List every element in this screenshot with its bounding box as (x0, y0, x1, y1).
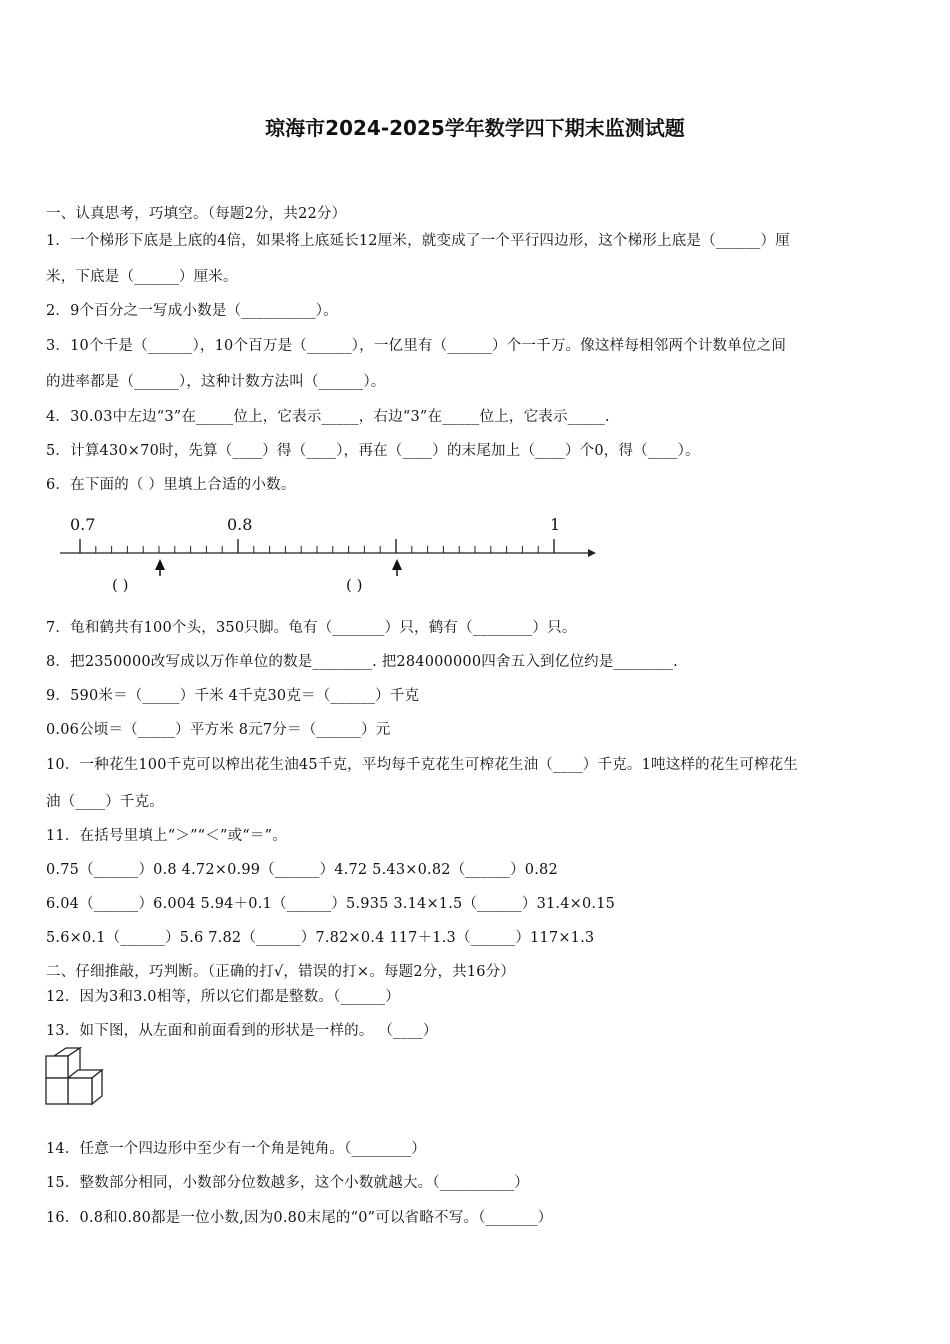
question-1-line-2: 米，下底是（______）厘米。 (46, 269, 238, 285)
cube-front-left (46, 1078, 68, 1104)
number-line-label-end: 1 (550, 515, 561, 534)
question-4: 4．30.03中左边“3”在_____位上，它表示_____，右边“3”在_____位上，它表示_____. (46, 409, 610, 425)
question-3-line-2: 的进率都是（______），这种计数方法叫（______）。 (46, 374, 386, 390)
cube-figure (44, 1046, 108, 1110)
question-3-line-1: 3．10个千是（______），10个百万是（______），一亿里有（______）个一千万。像这样每相邻两个计数单位之间 (46, 338, 787, 354)
question-10-line-1: 10．一种花生100千克可以榨出花生油45千克，平均每千克花生可榨花生油（____）千克。1吨这样的花生可榨花生 (46, 757, 798, 773)
number-line-ticks (80, 539, 554, 553)
question-16: 16．0.8和0.80都是一位小数,因为0.80末尾的“0”可以省略不写。（_______） (46, 1210, 553, 1226)
answer-blank-1: ( ) (112, 576, 129, 594)
section-2-heading: 二、仔细推敲，巧判断。（正确的打√，错误的打×。每题2分，共16分） (46, 964, 516, 980)
question-7: 7．龟和鹤共有100个头，350只脚。龟有（_______）只，鹤有（________）只。 (46, 620, 577, 636)
answer-blank-2: ( ) (346, 576, 363, 594)
question-10-line-2: 油（____）千克。 (46, 794, 164, 810)
cube-front-top (46, 1056, 68, 1078)
question-11-row-2: 6.04（______）6.004 5.94＋0.1（______）5.935 3.14×1.5（______）31.4×0.15 (46, 896, 616, 912)
question-14: 14．任意一个四边形中至少有一个角是钝角。（________） (46, 1141, 426, 1157)
cube-front-right (68, 1078, 92, 1104)
question-11-row-3: 5.6×0.1（______）5.6 7.82（______）7.82×0.4 117＋1.3（______）117×1.3 (46, 930, 595, 946)
question-9-line-2: 0.06公顷＝（_____）平方米 8元7分＝（______）元 (46, 722, 391, 738)
number-line-label-mid: 0.8 (227, 515, 253, 534)
number-line-figure (50, 510, 610, 600)
question-12: 12．因为3和3.0相等，所以它们都是整数。（______） (46, 989, 400, 1005)
number-line-label-start: 0.7 (70, 515, 96, 534)
question-11-row-1: 0.75（______）0.8 4.72×0.99（______）4.72 5.43×0.82（______）0.82 (46, 862, 558, 878)
section-1-heading: 一、认真思考，巧填空。（每题2分，共22分） (46, 206, 347, 222)
question-9-line-1: 9．590米＝（_____）千米 4千克30克＝（______）千克 (46, 688, 420, 704)
page-title: 琼海市2024-2025学年数学四下期末监测试题 (265, 116, 685, 140)
question-11: 11．在括号里填上“＞”“＜”或“＝”。 (46, 828, 287, 844)
question-2: 2．9个百分之一写成小数是（__________）。 (46, 303, 338, 319)
question-1-line-1: 1．一个梯形下底是上底的4倍，如果将上底延长12厘米，就变成了一个平行四边形，这个梯形上底是（______）厘 (46, 233, 790, 249)
question-8: 8．把2350000改写成以万作单位的数是________. 把284000000四舍五入到亿位约是________. (46, 654, 678, 670)
number-line-arrow (588, 549, 596, 557)
question-13: 13．如下图，从左面和前面看到的形状是一样的。 （____） (46, 1023, 438, 1039)
question-6: 6．在下面的（ ）里填上合适的小数。 (46, 477, 296, 493)
question-15: 15．整数部分相同，小数部分位数越多，这个小数就越大。（__________） (46, 1175, 529, 1191)
question-5: 5．计算430×70时，先算（____）得（____），再在（____）的末尾加上（____）个0，得（____）。 (46, 443, 700, 459)
